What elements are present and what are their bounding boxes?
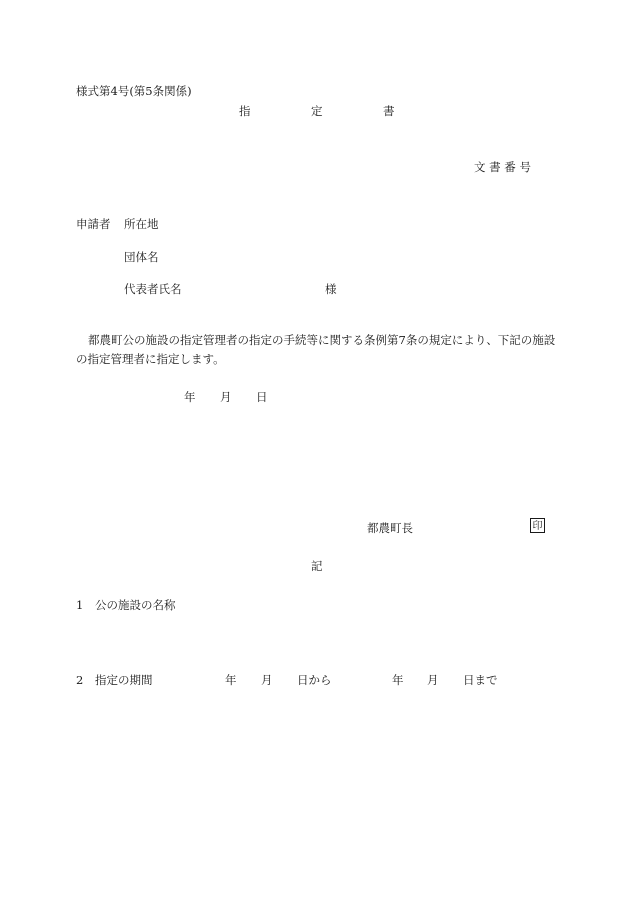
applicant-address-label: 所在地 [124,217,159,231]
period-start-year: 年 [225,673,237,687]
title-char-3: 書 [383,104,395,118]
seal-mark: 印 [530,518,545,533]
period-end-year: 年 [392,673,404,687]
applicant-org-label: 団体名 [124,250,159,264]
period-end-day: 日まで [463,673,498,687]
period-start-month: 月 [261,673,273,687]
period-start-day: 日から [297,673,332,687]
period-end-month: 月 [427,673,439,687]
title-char-1: 指 [239,104,251,118]
issuer-name: 都農町長 [367,521,413,535]
applicant-honorific: 様 [325,282,337,296]
document-number: 文 書 番 号 [474,160,531,174]
item-2-number: 2 [76,673,84,687]
date-day: 日 [256,390,268,404]
form-number: 様式第4号(第5条関係) [76,84,192,98]
body-paragraph: 都農町公の施設の指定管理者の指定の手続等に関する条例第7条の規定により、下記の施設の指定管理者に指定します。 [76,333,556,366]
item-1-label: 公の施設の名称 [95,598,176,612]
item-1-number: 1 [76,598,84,612]
applicant-rep-label: 代表者氏名 [124,282,182,296]
applicant-label: 申請者 [76,217,111,231]
item-2-label: 指定の期間 [95,673,153,687]
date-year: 年 [184,390,196,404]
date-month: 月 [220,390,232,404]
title-char-2: 定 [311,104,323,118]
ki-heading: 記 [311,559,323,573]
